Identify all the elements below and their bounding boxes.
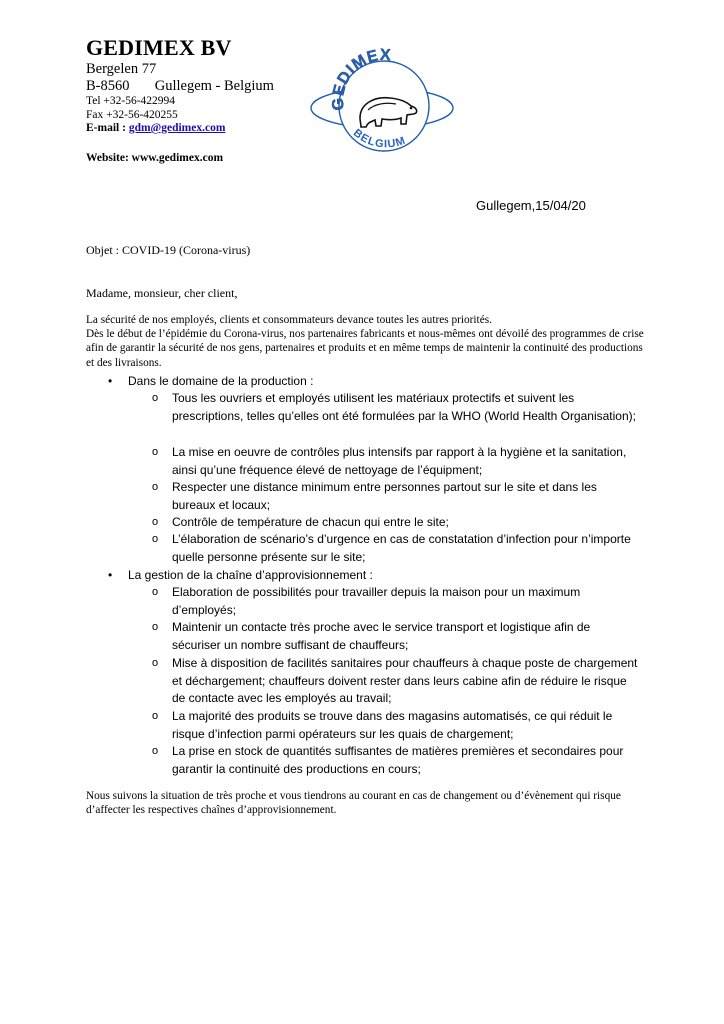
list-item (152, 708, 642, 743)
closing-paragraph: Nous suivons la situation de très proche et vous tiendrons au courant en cas de changement ou d’évènement qui risque d’affecter les respectives chaînes d’approvisionnement. (86, 790, 621, 817)
bullet-marker: • (108, 374, 113, 388)
email-line (86, 122, 225, 134)
sub-bullet-marker: o (152, 392, 159, 404)
city: Gullegem - Belgium (154, 78, 274, 94)
section-production-title (108, 374, 314, 388)
list-item (152, 619, 642, 654)
list-item (152, 743, 642, 778)
sub-bullet-marker: o (152, 481, 159, 493)
website: Website: www.gedimex.com (86, 152, 224, 164)
sub-bullet-marker: o (152, 621, 159, 633)
street-address: Bergelen 77 (86, 61, 157, 77)
list-item (152, 584, 642, 619)
salutation: Madame, monsieur, cher client, (86, 286, 238, 300)
gedimex-logo (308, 44, 456, 162)
intro-line: La sécurité de nos employés, clients et consommateurs devance toutes les autres priorités. (86, 314, 492, 326)
postal-code: B-8560 (86, 78, 130, 94)
letter-subject: Objet : COVID-19 (Corona-virus) (86, 243, 251, 257)
list-item-text: La mise en oeuvre de contrôles plus intensifs par rapport à la hygiène et la sanitation, ainsi qu’une fréquence élevé de nettoyage de l’équipment; (172, 445, 627, 477)
logo-bottom-text: BELGIUM (350, 126, 408, 151)
sub-bullet-marker: o (152, 745, 159, 757)
list-item-text: Respecter une distance minimum entre personnes partout sur le site et dans les bureaux et locaux; (172, 480, 597, 512)
list-item (152, 655, 642, 708)
sub-bullet-marker: o (152, 516, 159, 528)
intro-paragraph (86, 313, 646, 370)
company-name: GEDIMEX BV (86, 35, 232, 60)
list-item (152, 444, 642, 479)
list-item-text: La majorité des produits se trouve dans des magasins automatisés, ce qui réduit le risque d’infection parmi opérateurs sur les quais de chargement; (172, 709, 613, 741)
list-item (152, 531, 642, 566)
list-item-text: Tous les ouvriers et employés utilisent les matériaux protectifs et suivent les prescriptions, telles qu’elles ont été formulées par la WHO (World Health Organisation); (172, 391, 636, 423)
list-item-text: Contrôle de température de chacun qui entre le site; (172, 515, 449, 529)
sub-bullet-marker: o (152, 657, 159, 669)
list-item-text: La prise en stock de quantités suffisantes de matières premières et secondaires pour garantir la continuité des productions en cours; (172, 744, 624, 776)
email-label: E-mail : (86, 122, 126, 134)
list-item (152, 479, 642, 514)
sub-bullet-marker: o (152, 586, 159, 598)
sub-bullet-marker: o (152, 446, 159, 458)
section-title: Dans le domaine de la production : (128, 374, 314, 388)
list-item-text: Mise à disposition de facilités sanitaires pour chauffeurs à chaque poste de chargement et déchargement; chauffeurs doivent rester dans leurs cabine afin de réduire le risque de contacte avec les employés au travail; (172, 656, 638, 705)
fax: Fax +32-56-420255 (86, 109, 178, 121)
section-supply-chain-title (108, 568, 373, 582)
list-item-text: Elaboration de possibilités pour travailler depuis la maison pour un maximum d’employés; (172, 585, 581, 617)
list-item (152, 514, 642, 532)
bullet-marker: • (108, 568, 113, 582)
intro-line: Dès le début de l’épidémie du Corona-virus, nos partenaires fabricants et nous-mêmes ont dévoilé des programmes de crise afin de garantir la sécurité de nos gens, partenaires et produits et en même temps de maintenir la continuité des productions et des livraisons. (86, 328, 644, 369)
sub-bullet-marker: o (152, 533, 159, 545)
list-item-text: L’élaboration de scénario’s d’urgence en cas de constatation d’infection pour n’importe quelle personne présente sur le site; (172, 532, 631, 564)
telephone: Tel +32-56-422994 (86, 95, 176, 107)
list-item-text: Maintenir un contacte très proche avec le service transport et logistique afin de sécuriser un nombre suffisant de chauffeurs; (172, 620, 591, 652)
section-title: La gestion de la chaîne d’approvisionnement : (128, 568, 373, 582)
list-item (152, 390, 642, 425)
email-link[interactable]: gdm@gedimex.com (128, 122, 226, 134)
sub-bullet-marker: o (152, 710, 159, 722)
letter-date: Gullegem,15/04/20 (476, 198, 586, 213)
logo-top-text: GEDIMEX (329, 46, 392, 111)
postal-city (86, 78, 274, 95)
